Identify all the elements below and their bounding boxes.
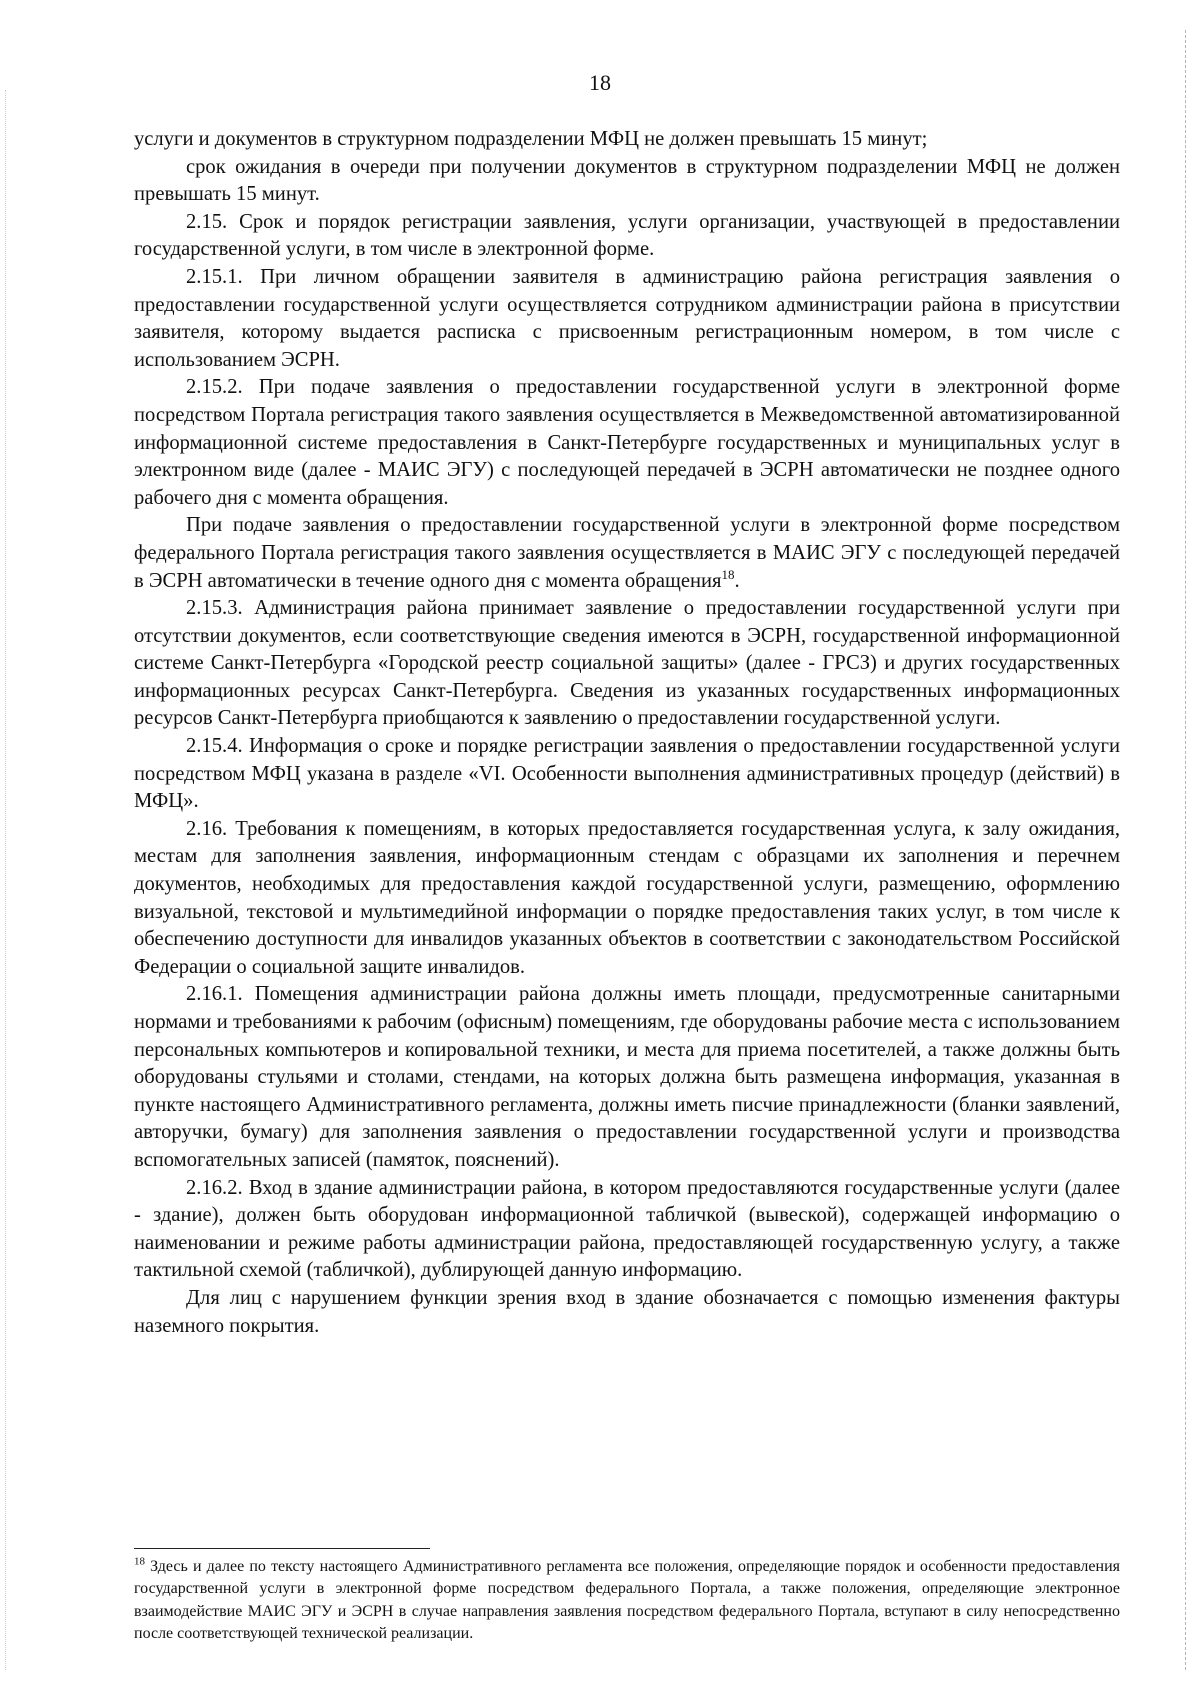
paragraph: срок ожидания в очереди при получении документов в структурном подразделении МФЦ не должен превышать 15 минут. <box>134 155 1120 206</box>
footnote-divider <box>134 1548 430 1549</box>
footnote-marker: 18 <box>134 1555 145 1568</box>
paragraph: 2.15.4. Информация о сроке и порядке регистрации заявления о предоставлении государственной услуги посредством МФЦ указана в разделе «VI. Особенности выполнения административных процедур (действий) в МФЦ». <box>134 735 1120 813</box>
paragraph: 2.15.2. При подаче заявления о предоставлении государственной услуги в электронной форме посредством Портала регистрация такого заявления осуществляется в Межведомственной автоматизированной информационной системе предоставления в Санкт-Петербурге государственных и муниципальных услуг в электронном виде (далее - МАИС ЭГУ) с последующей передачей в ЭСРН автоматически не позднее одного рабочего дня с момента обращения. <box>134 376 1120 509</box>
paragraph: услуги и документов в структурном подразделении МФЦ не должен превышать 15 минут; <box>134 128 928 150</box>
footnote <box>134 1556 1120 1646</box>
body-text <box>134 126 1120 1340</box>
footnote-text: $^{18}$ Здесь и далее по тексту настоящего Административного регламента все положения, определяющие порядок и особенности предоставления государственной услуги в электронной форме посредством федерального Портала, а также положения, определяющие электронное взаимодействие МАИС ЭГУ и ЭСРН в случае направления заявления посредством федерального Портала, вступают в силу непосредственно после соответствующей технической реализации. <box>134 1555 1120 1643</box>
paragraph: 2.15.1. При личном обращении заявителя в администрацию района регистрация заявления о предоставлении государственной услуги осуществляется сотрудником администрации района в присутствии заявителя, которому выдается расписка с присвоенным регистрационным номером, в том числе с использованием ЭСРН. <box>134 265 1120 371</box>
paragraph: 2.16.2. Вход в здание администрации района, в котором предоставляются государственные услуги (далее - здание), должен быть оборудован информационной табличкой (вывеской), содержащей информацию о наименовании и режиме работы администрации района, предоставляющей государственную услугу, а также тактильной схемой (табличкой), дублирующей данную информацию. <box>134 1176 1120 1282</box>
paragraph: 2.15. Срок и порядок регистрации заявления, услуги организации, участвующей в предоставлении государственной услуги, в том числе в электронной форме. <box>134 210 1120 261</box>
scan-edge-left <box>5 90 6 1670</box>
paragraph: При подаче заявления о предоставлении государственной услуги в электронной форме посредством федерального Портала регистрация такого заявления осуществляется в МАИС ЭГУ с последующей передачей в ЭСРН автоматически в течение одного дня с момента обращения$^{18}$. <box>134 514 1120 592</box>
paragraph: 2.15.3. Администрация района принимает заявление о предоставлении государственной услуги при отсутствии документов, если соответствующие сведения имеются в ЭСРН, государственной информационной системе Санкт-Петербурга «Городской реестр социальной защиты» (далее - ГРСЗ) и других государственных информационных ресурсах Санкт-Петербурга. Сведения из указанных государственных информационных ресурсов Санкт-Петербурга приобщаются к заявлению о предоставлении государственной услуги. <box>134 597 1120 730</box>
paragraph: 2.16. Требования к помещениям, в которых предоставляется государственная услуга, к залу ожидания, местам для заполнения заявления, информационным стендам с образцами их заполнения и перечнем документов, необходимых для предоставления каждой государственной услуги, размещению, оформлению визуальной, текстовой и мультимедийной информации о порядке предоставления таких услуг, в том числе к обеспечению доступности для инвалидов указанных объектов в соответствии с законодательством Российской Федерации о социальной защите инвалидов. <box>134 817 1120 978</box>
paragraph: Для лиц с нарушением функции зрения вход в здание обозначается с помощью изменения фактуры наземного покрытия. <box>134 1286 1120 1337</box>
paragraph: 2.16.1. Помещения администрации района должны иметь площади, предусмотренные санитарными нормами и требованиями к рабочим (офисным) помещениям, где оборудованы рабочие места с использованием персональных компьютеров и копировальной техники, и места для приема посетителей, а также должны быть оборудованы стульями и столами, стендами, на которых должна быть размещена информация, указанная в пункте настоящего Административного регламента, должны иметь писчие принадлежности (бланки заявлений, авторучки, бумагу) для заполнения заявления о предоставлении государственной услуги и производства вспомогательных записей (памяток, пояснений). <box>134 983 1120 1171</box>
footnote-reference: 18 <box>721 566 735 582</box>
scan-edge-right <box>1185 30 1186 1670</box>
page-number: 18 <box>589 70 611 95</box>
